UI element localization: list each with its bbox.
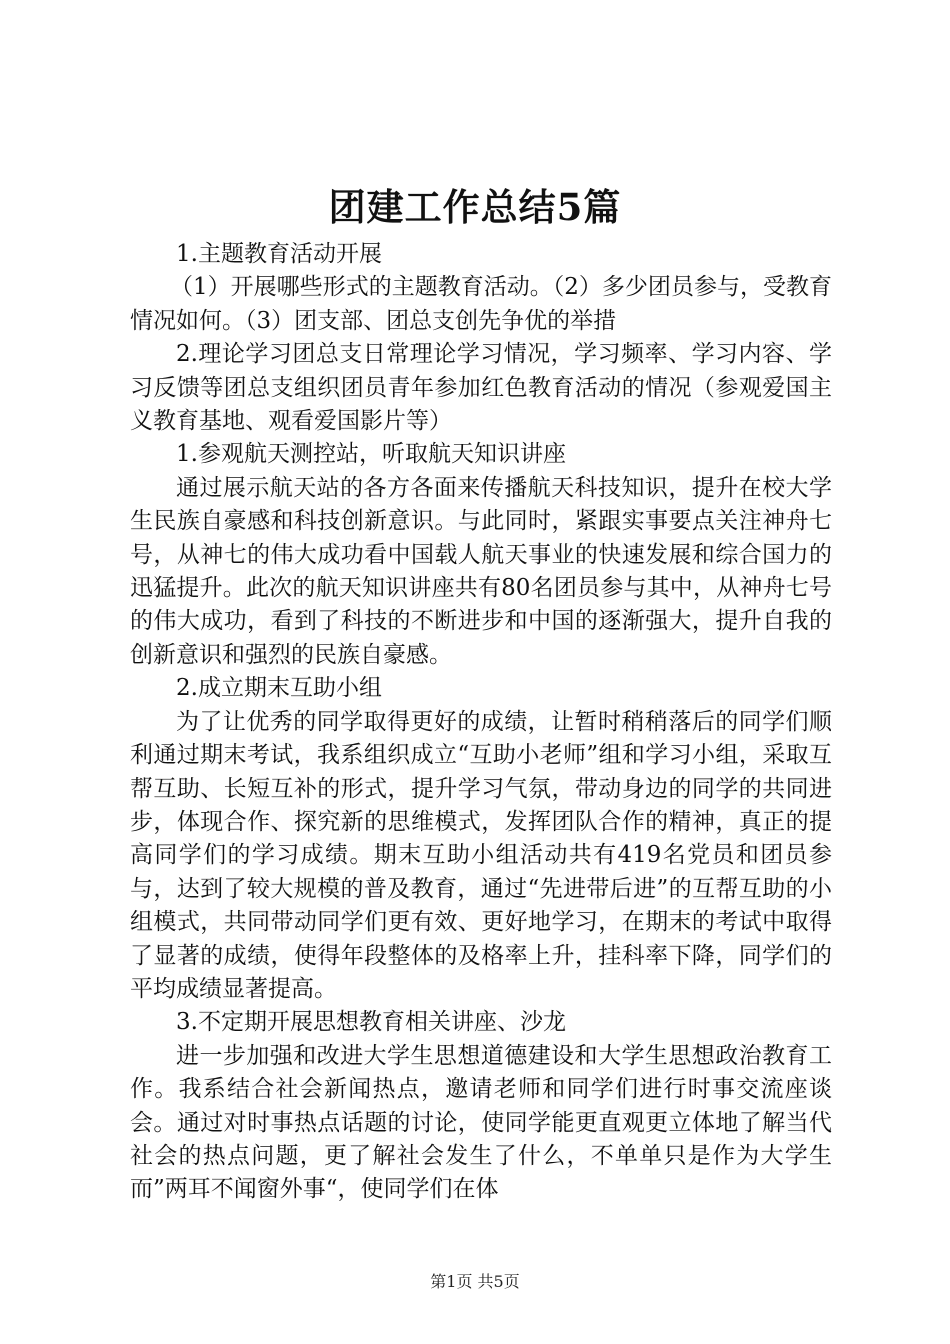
- page-footer: 第1页 共5页: [430, 1272, 520, 1291]
- document-title: 团建工作总结5篇: [328, 185, 622, 229]
- paragraph: 2.成立期末互助小组: [176, 675, 382, 702]
- paragraph: （1）开展哪些形式的主题教育活动。（2）多少团员参与，受教育情况如何。（3）团支部、团总支创先争优的举措: [130, 274, 832, 334]
- paragraph: 1.参观航天测控站，听取航天知识讲座: [176, 441, 566, 468]
- paragraph: 进一步加强和改进大学生思想道德建设和大学生思想政治教育工作。我系结合社会新闻热点，邀请老师和同学们进行时事交流座谈会。通过对时事热点话题的讨论，使同学能更直观更立体地了解当代社会的热点问题，更了解社会发生了什么，不单单只是作为大学生而”两耳不闻窗外事“，使同学们在体: [130, 1042, 832, 1203]
- paragraph: 为了让优秀的同学取得更好的成绩，让暂时稍稍落后的同学们顺利通过期末考试，我系组织成立“互助小老师”组和学习小组，采取互帮互助、长短互补的形式，提升学习气氛，带动身边的同学的共同进步，体现合作、探究新的思维模式，发挥团队合作的精神，真正的提高同学们的学习成绩。期末互助小组活动共有419名党员和团员参与，达到了较大规模的普及教育，通过“先进带后进”的互帮互助的小组模式，共同带动同学们更有效、更好地学习，在期末的考试中取得了显著的成绩，使得年段整体的及格率上升，挂科率下降，同学们的平均成绩显著提高。: [130, 708, 832, 1002]
- paragraph: 通过展示航天站的各方各面来传播航天科技知识，提升在校大学生民族自豪感和科技创新意识。与此同时，紧跟实事要点关注神舟七号，从神七的伟大成功看中国载人航天事业的快速发展和综合国力的迅猛提升。此次的航天知识讲座共有80名团员参与其中，从神舟七号的伟大成功，看到了科技的不断进步和中国的逐渐强大，提升自我的创新意识和强烈的民族自豪感。: [130, 474, 832, 668]
- paragraph: 3.不定期开展思想教育相关讲座、沙龙: [176, 1009, 566, 1036]
- document-body: [130, 238, 832, 1207]
- paragraph: 2.理论学习团总支日常理论学习情况，学习频率、学习内容、学习反馈等团总支组织团员青年参加红色教育活动的情况（参观爱国主义教育基地、观看爱国影片等）: [130, 341, 832, 435]
- paragraph: 1.主题教育活动开展: [176, 241, 382, 267]
